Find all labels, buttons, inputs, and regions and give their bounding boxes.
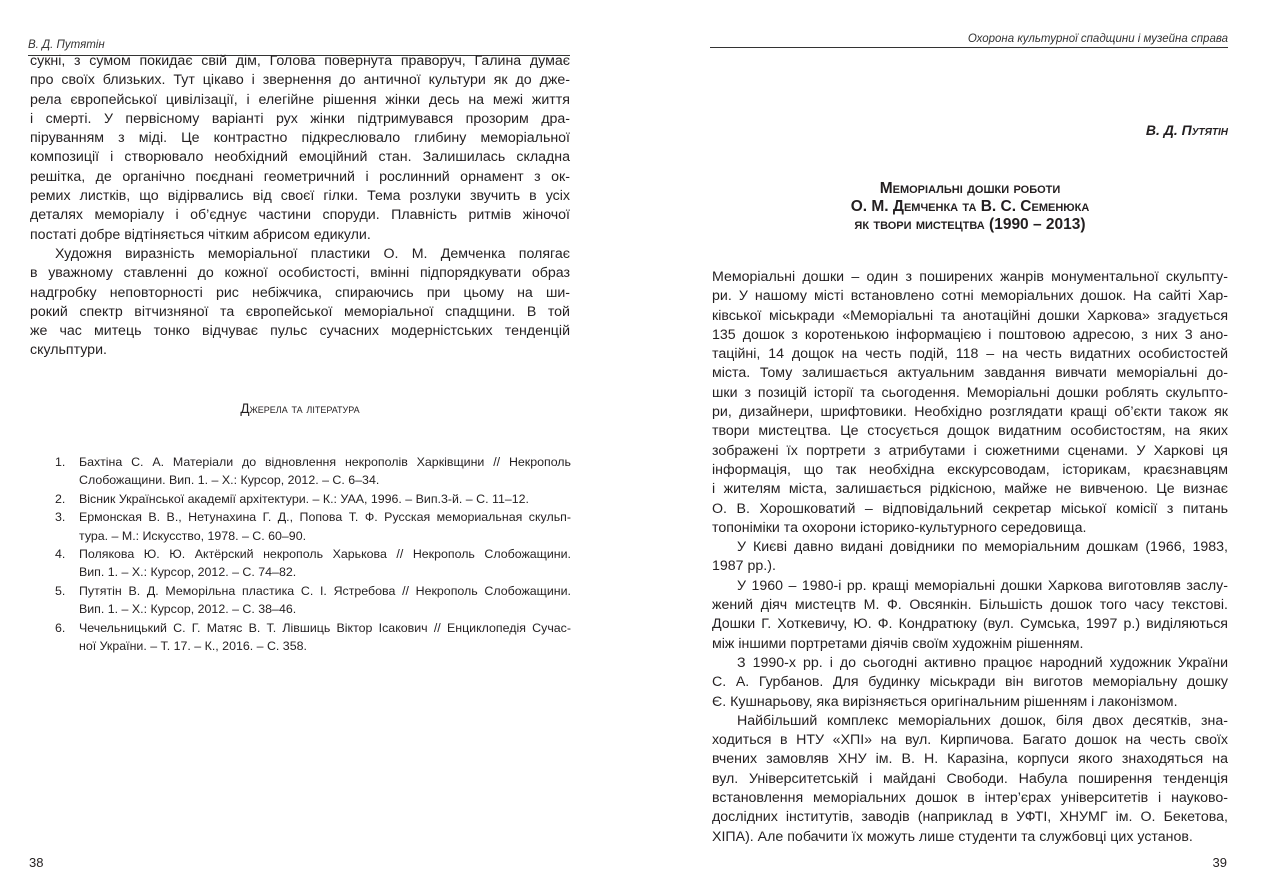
text-line: скульптури. xyxy=(30,342,107,359)
reference-item xyxy=(55,582,571,619)
text-line: інформація, що так необхідна екскурсоводам, історикам, краєзнавцям xyxy=(712,461,1228,478)
text-line: Найбільший комплекс меморіальних дошок, біля двох десятків, зна- xyxy=(737,712,1228,729)
reference-number: 3. xyxy=(55,510,66,525)
text-line: деталях меморіалу і об’єднує частини споруди. Плавність ритмів жіночої xyxy=(30,207,570,224)
text-line: постаті добре відтіняється чітким абрисом едикули. xyxy=(30,226,371,243)
title-line: як твори мистецтва (1990 – 2013) xyxy=(854,216,1086,233)
text-line: жений діяч мистецтв М. Ф. Овсянкін. Більшість дошок того часу текстові. xyxy=(712,597,1228,614)
reference-number: 2. xyxy=(55,491,66,506)
article-author: В. Д. Путятін xyxy=(1145,122,1228,138)
page-number: 38 xyxy=(29,855,44,870)
reference-item xyxy=(55,490,571,508)
paragraph xyxy=(712,712,1228,847)
reference-item xyxy=(55,545,571,582)
text-line: У 1960 – 1980-і рр. кращі меморіальні дошки Харкова виготовляв заслу- xyxy=(737,577,1228,594)
text-line: ходиться в НТУ «ХПІ» на вул. Кирпичова. Багато дошок на честь своїх xyxy=(712,732,1228,749)
reference-line: Слобожащини. Вип. 1. – Х.: Курсор, 2012. – С. 6–34. xyxy=(79,473,380,488)
paragraph xyxy=(712,654,1228,712)
running-head-right: Охорона культурної спадщини і музейна справа xyxy=(967,33,1228,45)
text-line: рокий спектр вітчизняної та європейської меморіальної спадщини. В той xyxy=(30,303,570,320)
text-line: і жителям міста, залишається рідкісною, майже не вивченою. Це визнає xyxy=(712,481,1228,498)
header-rule xyxy=(710,47,1228,48)
reference-item xyxy=(55,619,571,656)
reference-item xyxy=(55,453,571,490)
paragraph xyxy=(712,577,1228,654)
text-line: дослідних інститутів, заводів (наприклад в УФТІ, ХНУМГ ім. О. Бекетова, xyxy=(712,809,1228,826)
text-line: міста. Тому залишається актуальним завдання вивчати меморіальні до- xyxy=(712,365,1228,382)
text-line: ри. У нашому місті встановлено сотні меморіальних дошок. На сайті Хар- xyxy=(712,288,1228,305)
reference-line: Вісник Української академії архітектури. – К.: УАА, 1996. – Вип.3-й. – С. 11–12. xyxy=(79,491,529,506)
references-heading: Джерела та література xyxy=(240,401,360,416)
text-line: Дошки Г. Хоткевичу, Ю. Ф. Кондратюку (вул. Сумська, 1997 р.) виділяються xyxy=(712,616,1228,633)
text-line: піруванням з міді. Це контрастно підкреслювало глибину меморіальної xyxy=(30,130,570,147)
text-line: ри, дизайнери, шрифтовики. Необхідно розглядати кращі об’єкти також як xyxy=(712,404,1228,421)
reference-line: Бахтіна С. А. Матеріали до відновлення некрополів Харківщини // Некрополь xyxy=(79,455,571,469)
title-line: Меморіальні дошки роботи xyxy=(879,180,1061,197)
text-line: вул. Університетській і майдані Свободи. Набула поширення тенденція xyxy=(712,770,1228,787)
text-line: шки з позицій історії та сьогодення. Меморіальні дошки роблять скульпто- xyxy=(712,384,1228,401)
title-line: О. М. Демченка та В. С. Семенюка xyxy=(850,198,1090,215)
reference-line: Вип. 1. – Х.: Курсор, 2012. – С. 38–46. xyxy=(79,602,297,617)
article-title xyxy=(712,180,1228,234)
text-line: композиції і створювало необхідний емоційний стан. Залишилась складна xyxy=(30,149,570,166)
paragraph xyxy=(30,245,570,361)
text-line: ХІПА). Але побачити їх можуть лише студенти та службовці цих установ. xyxy=(712,828,1193,845)
body-text xyxy=(712,268,1228,847)
paragraph xyxy=(30,52,570,245)
reference-line: Ермонская В. В., Нетунахина Г. Д., Попова Т. Ф. Русская мемориальная скульп- xyxy=(79,510,571,525)
reference-line: ної України. – Т. 17. – К., 2016. – С. 358. xyxy=(79,639,307,654)
text-line: С. А. Гурбанов. Для будинку міськради він виготов меморіальну дошку xyxy=(712,674,1228,691)
reference-number: 1. xyxy=(55,455,66,469)
text-line: надгробку неповторності рис небіжчика, спираючись при цьому на ши- xyxy=(30,284,570,301)
text-line: З 1990-х рр. і до сьогодні активно працює народний художник України xyxy=(737,654,1228,671)
text-line: таційні, 14 дощок на честь подій, 118 – на честь видатних особистостей xyxy=(712,346,1228,363)
text-line: У Києві давно видані довідники по меморіальним дошкам (1966, 1983, xyxy=(737,539,1228,556)
text-line: 1987 рр.). xyxy=(712,558,776,575)
reference-line: Вип. 1. – Х.: Курсор, 2012. – С. 74–82. xyxy=(79,565,297,580)
paragraph xyxy=(712,538,1228,577)
text-line: 135 дошок з коротенькою інформацією і поштовою адресою, з них 3 ано- xyxy=(712,326,1228,343)
references-list xyxy=(55,453,571,655)
text-line: решітка, де органічно поєднані геометричний і рослинний орнамент з ок- xyxy=(30,168,570,185)
text-line: ремих листків, що відірвались від своєї гілки. Тема розлуки звучить в усіх xyxy=(30,188,570,205)
text-line: О. В. Хорошковатий – відповідальний секретар міської комісії з питань xyxy=(712,500,1228,517)
right-page xyxy=(642,0,1284,894)
text-line: і смерті. У первісному варіанті рух жінки підтримувався прозорим дра- xyxy=(30,110,570,127)
body-text xyxy=(30,52,570,361)
text-line: зображені їх портрети з атрибутами і сюжетними сценами. У Харкові ця xyxy=(712,442,1228,459)
reference-line: тура. – М.: Искусство, 1978. – С. 60–90. xyxy=(79,528,307,543)
text-line: ківської міськради «Меморіальні та анотаційні дошки Харкова» згадується xyxy=(712,307,1228,324)
text-line: топоніміки та охорони історико-культурного середовища. xyxy=(712,519,1087,536)
text-line: встановлення меморіальних дошок в інтер’єрах університетів і науково- xyxy=(712,790,1228,807)
text-line: же час митець тонко відчуває пульс сучасних модерністських тенденцій xyxy=(30,323,570,340)
text-line: Художня виразність меморіальної пластики О. М. Демченка полягає xyxy=(55,245,570,262)
reference-number: 6. xyxy=(55,620,66,635)
reference-number: 5. xyxy=(55,583,66,598)
text-line: сукні, з сумом покидає свій дім, Голова повернута праворуч, Галина думає xyxy=(30,53,570,69)
reference-line: Чечельницький С. Г. Матяс В. Т. Лівшиць Віктор Ісакович // Енциклопедія Сучас- xyxy=(79,620,571,635)
text-line: рела європейської цивілізації, і елегійне рішення жінки десь на межі життя xyxy=(30,91,570,108)
text-line: між іншими портретами діячів своїм художнім рішенням. xyxy=(712,635,1084,652)
reference-item xyxy=(55,508,571,545)
text-line: Меморіальні дошки – один з поширених жанрів монументальної скульпту- xyxy=(712,269,1228,285)
reference-line: Полякова Ю. Ю. Актёрский некрополь Харькова // Некрополь Слобожащини. xyxy=(79,547,571,562)
text-line: Є. Кушнарьову, яка вирізняється оригінальним рішенням і лаконізмом. xyxy=(712,693,1178,710)
text-line: вчених замовляв ХНУ ім. В. Н. Каразіна, корпуси якого знаходяться на xyxy=(712,751,1228,768)
text-line: в уважному ставленні до кожної особистості, вмінні підпорядкувати образ xyxy=(30,265,570,282)
running-head-left: В. Д. Путятін xyxy=(28,39,105,51)
paragraph xyxy=(712,268,1228,538)
page-number: 39 xyxy=(1212,855,1227,870)
reference-number: 4. xyxy=(55,547,66,562)
text-line: твори мистецтва. Це стосується дощок видатним особистостям, на яких xyxy=(712,423,1228,440)
text-line: про своїх близьких. Тут цікаво і звернення до античної культури як до дже- xyxy=(30,72,570,89)
reference-line: Путятін В. Д. Меморільна пластика С. І. Ястребова // Некрополь Слобожащини. xyxy=(79,583,571,598)
